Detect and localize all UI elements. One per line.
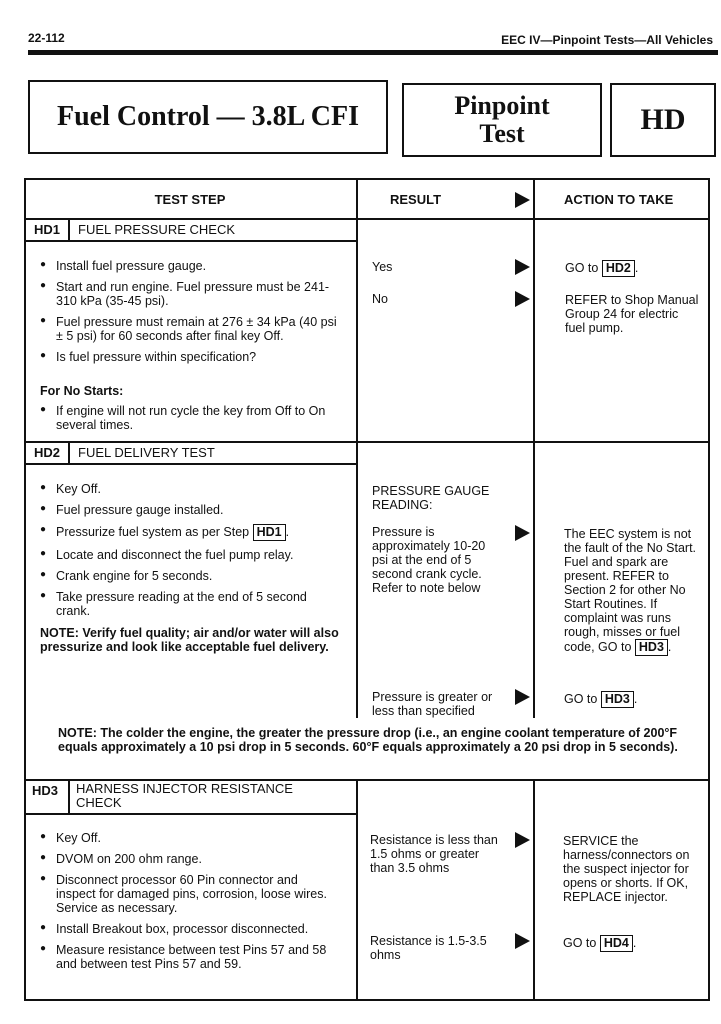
column-divider-1 xyxy=(356,178,358,718)
hd1-step-list xyxy=(40,259,340,371)
list-item: ● Fuel pressure gauge installed. xyxy=(40,503,340,517)
header-row-divider xyxy=(24,218,710,220)
hd2-step-id: HD2 xyxy=(34,445,61,460)
temperature-note xyxy=(58,726,688,754)
hd3-step-list xyxy=(40,831,340,978)
list-item: ● Crank engine for 5 seconds. xyxy=(40,569,340,583)
list-item: ● Install fuel pressure gauge. xyxy=(40,259,340,273)
list-item: ● Locate and disconnect the fuel pump relay. xyxy=(40,548,340,562)
step-text: Pressurize fuel system as per Step xyxy=(56,525,250,539)
hd2-step-title: FUEL DELIVERY TEST xyxy=(78,445,215,460)
test-title-box xyxy=(28,80,388,154)
arrow-right-icon xyxy=(515,525,530,541)
hd3-action-b: GO to HD4 . xyxy=(563,936,637,950)
hd1-result-yes: Yes xyxy=(372,260,393,274)
hd1-no-starts-list xyxy=(40,404,340,439)
action-prefix: GO to xyxy=(565,261,599,275)
column-divider-2b xyxy=(533,779,535,1001)
list-item: ● Pressurize fuel system as per Step HD1 . xyxy=(40,524,340,541)
hd2-id-divider xyxy=(68,441,70,464)
test-title: Fuel Control — 3.8L CFI xyxy=(56,101,360,132)
pinpoint-test-box xyxy=(402,83,602,157)
section-title: EEC IV—Pinpoint Tests—All Vehicles xyxy=(501,33,713,47)
hd1-action-yes: GO to HD2 . xyxy=(565,261,639,275)
step-ref-hd3[interactable]: HD3 xyxy=(635,639,668,656)
arrow-right-icon xyxy=(515,291,530,307)
hd2-result-a: Pressure is approximately 10-20 psi at the end of 5 second crank cycle. Refer to note below xyxy=(372,525,486,595)
hd2-action-b: GO to HD3 . xyxy=(564,692,638,706)
hd1-result-no: No xyxy=(372,292,388,306)
action-prefix: GO to xyxy=(563,936,597,950)
step-ref-hd2[interactable]: HD2 xyxy=(602,260,635,277)
hd2-result-b: Pressure is greater or less than specified xyxy=(372,690,493,718)
test-code-box xyxy=(610,83,716,157)
hd1-step-title: FUEL PRESSURE CHECK xyxy=(78,222,235,237)
col-result: RESULT xyxy=(390,192,442,207)
step-ref-hd3[interactable]: HD3 xyxy=(601,691,634,708)
hd2-action-a: The EEC system is not the fault of the No Start. Fuel and spark are present. REFER to Section 2 for other No Start Routines. If complaint was runs rough, misses or fuel code, GO to HD3 . xyxy=(564,527,697,654)
col-test-step: TEST STEP xyxy=(154,192,226,207)
hd3-step-title: HARNESS INJECTOR RESISTANCE CHECK xyxy=(76,781,293,810)
arrow-right-icon xyxy=(515,689,530,705)
arrow-right-icon xyxy=(515,259,530,275)
list-item: ● If engine will not run cycle the key from Off to On several times. xyxy=(40,404,340,432)
hd2-note xyxy=(40,626,350,654)
list-item: ● Key Off. xyxy=(40,831,340,845)
arrow-right-icon xyxy=(515,933,530,949)
note-label: NOTE: xyxy=(40,626,79,640)
hd3-id-divider xyxy=(68,779,70,814)
list-item: ● Start and run engine. Fuel pressure must be 241-310 kPa (35-45 psi). xyxy=(40,280,340,308)
column-divider-2 xyxy=(533,178,535,718)
note-text: Verify fuel quality; air and/or water will also pressurize and look like acceptable fuel delivery. xyxy=(40,626,339,654)
pinpoint-label-line1: Pinpoint xyxy=(454,91,550,120)
list-item: ● DVOM on 200 ohm range. xyxy=(40,852,340,866)
list-item: ● Take pressure reading at the end of 5 second crank. xyxy=(40,590,340,618)
hd2-reading-label: PRESSURE GAUGE READING: xyxy=(372,484,490,512)
arrow-right-icon xyxy=(515,832,530,848)
list-item: ● Install Breakout box, processor disconnected. xyxy=(40,922,340,936)
note-label: NOTE: xyxy=(58,726,97,740)
hd1-step-id: HD1 xyxy=(34,222,61,237)
arrow-right-icon xyxy=(515,192,530,208)
hd3-title-divider xyxy=(24,813,358,815)
list-item: ● Key Off. xyxy=(40,482,340,496)
hd2-title-divider xyxy=(24,463,358,465)
test-code: HD xyxy=(640,103,686,136)
note-text: The colder the engine, the greater the pressure drop (i.e., an engine coolant temperature of 200°F equals approximately a 10 psi drop in 5 seconds. 60°F equals approximately a 20 psi drop in 5 seconds). xyxy=(58,726,678,754)
hd1-id-divider xyxy=(68,218,70,241)
hd3-result-b: Resistance is 1.5-3.5 ohms xyxy=(370,934,487,962)
list-item: ● Fuel pressure must remain at 276 ± 34 kPa (40 psi ± 5 psi) for 60 seconds after final key Off. xyxy=(40,315,340,343)
page-number: 22-112 xyxy=(28,31,65,45)
hd3-action-a: SERVICE the harness/connectors on the suspect injector for opens or shorts. If OK, REPLACE injector. xyxy=(563,834,690,904)
hd1-no-starts-label: For No Starts: xyxy=(40,384,124,398)
list-item: ● Is fuel pressure within specification? xyxy=(40,350,340,364)
action-prefix: GO to xyxy=(564,692,598,706)
hd1-action-no: REFER to Shop Manual Group 24 for electric fuel pump. xyxy=(565,293,699,335)
step-ref-hd4[interactable]: HD4 xyxy=(600,935,633,952)
hd3-result-a: Resistance is less than 1.5 ohms or greater than 3.5 ohms xyxy=(370,833,498,875)
list-item: ● Measure resistance between test Pins 57 and 58 and between test Pins 57 and 59. xyxy=(40,943,340,971)
header-rule xyxy=(28,50,718,55)
col-action: ACTION TO TAKE xyxy=(564,192,674,207)
hd1-title-divider xyxy=(24,240,358,242)
pinpoint-label-line2: Test xyxy=(479,119,525,148)
hd3-step-id: HD3 xyxy=(32,783,59,798)
list-item: ● Disconnect processor 60 Pin connector and inspect for damaged pins, corrosion, loose wires. Service as necessary. xyxy=(40,873,340,915)
hd2-top-divider xyxy=(24,441,710,443)
hd2-step-list xyxy=(40,482,340,625)
step-ref-hd1[interactable]: HD1 xyxy=(253,524,286,541)
action-text: The EEC system is not the fault of the No Start. Fuel and spark are present. REFER to Section 2 for other No Start Routines. If complaint was runs rough, misses or fuel code, GO to xyxy=(564,527,697,654)
